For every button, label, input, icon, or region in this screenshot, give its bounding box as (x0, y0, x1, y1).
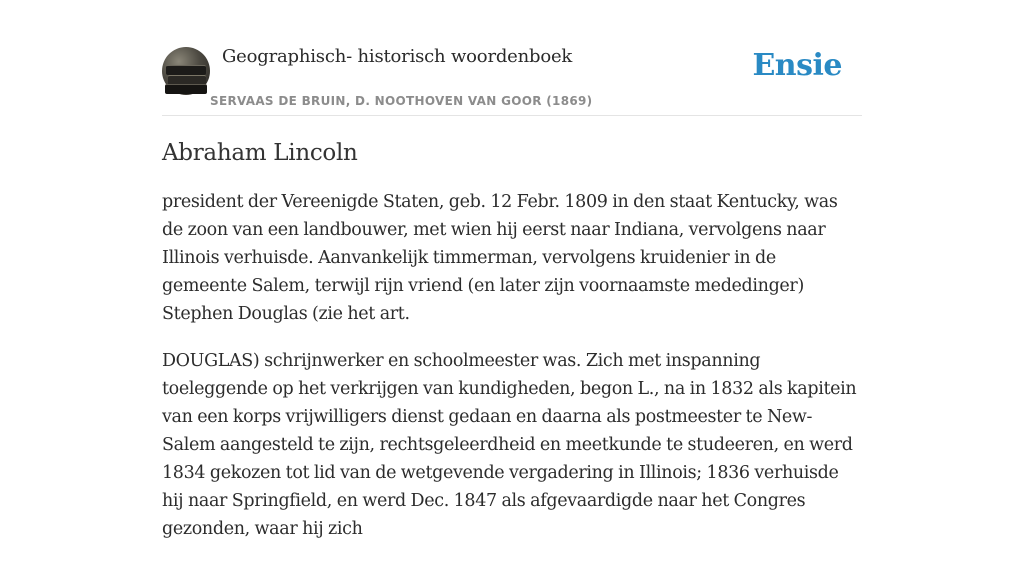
work-author-year: SERVAAS DE BRUIN, D. NOOTHOVEN VAN GOOR (1869) (210, 94, 593, 108)
content-container (162, 0, 862, 562)
book-stack-icon[interactable] (162, 47, 210, 95)
entry-body (162, 188, 862, 543)
entry-paragraph: president der Vereenigde Staten, geb. 12 Febr. 1809 in den staat Kentucky, was de zoon van een landbouwer, met wien hij eerst naar Indiana, vervolgens naar Illinois verhuisde. Aanvankelijk timmerman, vervolgens kruidenier in de gemeente Salem, terwijl rijn vriend (en later zijn voornaamste mededinger) Stephen Douglas (zie het art. (162, 192, 838, 324)
entry-title: Abraham Lincoln (162, 140, 358, 166)
work-title[interactable]: Geographisch- historisch woordenboek (222, 46, 573, 67)
ensie-logo[interactable]: Ensie (752, 48, 842, 83)
entry-paragraph: DOUGLAS) schrijnwerker en schoolmeester was. Zich met inspanning toeleggende op het verkrijgen van kundigheden, begon L., na in 1832 als kapitein van een korps vrijwilligers dienst gedaan en daarna als postmeester te New-Salem aangesteld te zijn, rechtsgeleerdheid en meetkunde te studeeren, en werd 1834 gekozen tot lid van de wetgevende vergadering in Illinois; 1836 verhuisde hij naar Springfield, en werd Dec. 1847 als afgevaardigde naar het Congres gezonden, waar hij zich (162, 351, 857, 539)
source-header (162, 0, 862, 116)
